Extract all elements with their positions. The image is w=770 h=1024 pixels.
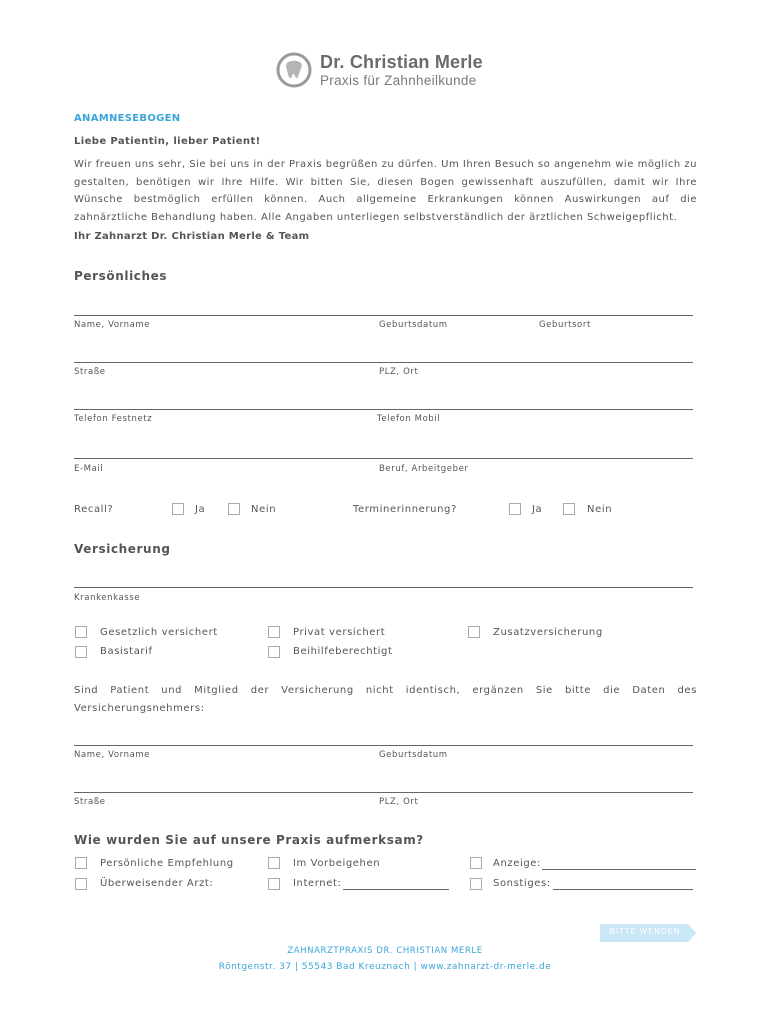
practice-name: Dr. Christian Merle <box>320 52 483 72</box>
intro-paragraph: Wir freuen uns sehr, Sie bei uns in der Praxis begrüßen zu dürfen. Um Ihren Besuch so angenehm wie möglich zu gestalten, benötigen wir Ihre Hilfe. Wir bitten Sie, diesen Bogen gewissenhaft auszufüllen, damit wir Ihre Wünsche bestmöglich erfüllen können. Auch allgemeine Erkrankungen können Auswirkungen auf die zahnärztliche Behandlung haben. Alle Angaben unterliegen selbstverständlich der ärztlichen Schweigepflicht. <box>74 159 697 223</box>
phone-input-line[interactable] <box>74 409 693 410</box>
passing-by-checkbox[interactable] <box>268 857 280 869</box>
private-checkbox[interactable] <box>268 626 280 638</box>
other-checkbox[interactable] <box>470 878 482 890</box>
email-job-input-line[interactable] <box>74 458 693 459</box>
insurance-input-line[interactable] <box>74 587 693 588</box>
signature: Ihr Zahnarzt Dr. Christian Merle & Team <box>74 231 310 242</box>
label-policyholder-street: Straße <box>74 797 106 807</box>
other-input-line[interactable] <box>553 889 693 890</box>
supplementary-checkbox[interactable] <box>468 626 480 638</box>
greeting: Liebe Patientin, lieber Patient! <box>74 136 261 147</box>
advertisement-checkbox[interactable] <box>470 857 482 869</box>
name-birth-input-line[interactable] <box>74 315 693 316</box>
label-email: E-Mail <box>74 464 104 474</box>
label-job: Beruf, Arbeitgeber <box>379 464 469 474</box>
label-birthplace: Geburtsort <box>539 320 591 330</box>
footer-practice-name: ZAHNARZTPRAXIS DR. CHRISTIAN MERLE <box>287 946 483 956</box>
recall-yes-label: Ja <box>195 504 206 515</box>
label-phone: Telefon Festnetz <box>74 414 153 424</box>
internet-checkbox[interactable] <box>268 878 280 890</box>
advertisement-label: Anzeige: <box>493 858 542 869</box>
reminder-yes-checkbox[interactable] <box>509 503 521 515</box>
label-insurance-company: Krankenkasse <box>74 593 141 603</box>
reminder-yes-label: Ja <box>532 504 543 515</box>
address-input-line[interactable] <box>74 362 693 363</box>
private-label: Privat versichert <box>293 627 386 638</box>
internet-input-line[interactable] <box>343 889 449 890</box>
section-heading-insurance: Versicherung <box>74 542 171 556</box>
statutory-label: Gesetzlich versichert <box>100 627 218 638</box>
internet-label: Internet: <box>293 878 342 889</box>
label-name: Name, Vorname <box>74 320 151 330</box>
referring-doctor-label: Überweisender Arzt: <box>100 878 214 889</box>
statutory-checkbox[interactable] <box>75 626 87 638</box>
supplementary-label: Zusatzversicherung <box>493 627 603 638</box>
practice-subtitle: Praxis für Zahnheilkunde <box>320 73 477 88</box>
label-street: Straße <box>74 367 106 377</box>
label-policyholder-zip-city: PLZ, Ort <box>379 797 419 807</box>
referring-doctor-checkbox[interactable] <box>75 878 87 890</box>
practice-logo <box>276 52 506 94</box>
recall-no-label: Nein <box>251 504 277 515</box>
policyholder-address-input-line[interactable] <box>74 792 693 793</box>
passing-by-label: Im Vorbeigehen <box>293 858 381 869</box>
aid-label: Beihilfeberechtigt <box>293 646 393 657</box>
policyholder-note: Sind Patient und Mitglied der Versicherung nicht identisch, ergänzen Sie bitte die Daten des Versicherungsnehmers: <box>74 685 697 714</box>
section-heading-referral: Wie wurden Sie auf unsere Praxis aufmerksam? <box>74 833 424 847</box>
reminder-no-label: Nein <box>587 504 613 515</box>
document-title: ANAMNESEBOGEN <box>74 113 181 124</box>
policyholder-name-input-line[interactable] <box>74 745 693 746</box>
basic-tariff-checkbox[interactable] <box>75 646 87 658</box>
reminder-no-checkbox[interactable] <box>563 503 575 515</box>
label-policyholder-birthdate: Geburtsdatum <box>379 750 448 760</box>
footer-address: Röntgenstr. 37 | 55543 Bad Kreuznach | www.zahnarzt-dr-merle.de <box>218 962 552 972</box>
please-turn-button[interactable] <box>600 924 696 942</box>
label-birthdate: Geburtsdatum <box>379 320 448 330</box>
recall-label: Recall? <box>74 504 114 515</box>
label-mobile: Telefon Mobil <box>377 414 441 424</box>
basic-tariff-label: Basistarif <box>100 646 153 657</box>
reminder-label: Terminerinnerung? <box>353 504 457 515</box>
recall-no-checkbox[interactable] <box>228 503 240 515</box>
label-policyholder-name: Name, Vorname <box>74 750 151 760</box>
personal-recommendation-label: Persönliche Empfehlung <box>100 858 234 869</box>
label-zip-city: PLZ, Ort <box>379 367 419 377</box>
aid-checkbox[interactable] <box>268 646 280 658</box>
advertisement-input-line[interactable] <box>542 869 696 870</box>
other-label: Sonstiges: <box>493 878 551 889</box>
recall-yes-checkbox[interactable] <box>172 503 184 515</box>
section-heading-personal: Persönliches <box>74 269 168 283</box>
please-turn-label: BITTE WENDEN <box>609 927 681 936</box>
tooth-logo-icon <box>276 52 312 88</box>
personal-recommendation-checkbox[interactable] <box>75 857 87 869</box>
